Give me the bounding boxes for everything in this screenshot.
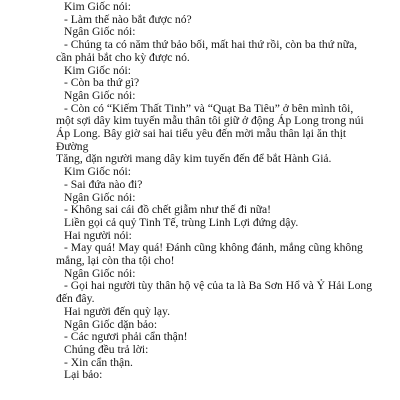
- text-line: - Chúng ta có năm thứ bảo bối, mất hai thứ rồi, còn ba thứ nữa,: [64, 38, 358, 52]
- text-line: - Còn ba thứ gì?: [64, 76, 140, 90]
- text-line: Kim Giốc nói:: [64, 165, 131, 179]
- text-line: Tăng, dặn người mang dây kim tuyến đến để bắt Hành Giả.: [56, 152, 332, 166]
- text-line: - Làm thế nào bắt được nó?: [64, 12, 192, 26]
- text-line: Ngân Giốc nói:: [64, 25, 136, 39]
- text-line: Ngân Giốc nói:: [64, 266, 136, 280]
- text-line: - Không sai cái đồ chết giẫm như thế đi nữa!: [64, 203, 272, 217]
- text-line: - Các ngươi phải cẩn thận!: [64, 330, 188, 344]
- text-line: - Gọi hai người tùy thân hộ vệ của ta là Ba Sơn Hổ và Ỷ Hải Long: [64, 279, 373, 293]
- text-line: mắng, lại còn tha tội cho!: [56, 254, 175, 268]
- text-line: - Sai đứa nào đi?: [64, 177, 143, 191]
- text-line: - May quá! May quá! Đánh cũng không đánh, mắng cũng không: [64, 241, 363, 255]
- text-line: Ngân Giốc nói:: [64, 190, 136, 204]
- text-line: Ngân Giốc nói:: [64, 88, 136, 102]
- text-line: cần phải bắt cho kỳ được nó.: [56, 50, 190, 64]
- text-line: Ngân Giốc dặn bảo:: [64, 317, 158, 331]
- text-line: Chúng đều trả lời:: [64, 342, 149, 356]
- text-line: Liền gọi cả quỷ Tinh Tế, trùng Linh Lợi đứng dậy.: [64, 215, 299, 229]
- text-line: Áp Long. Bây giờ sai hai tiểu yêu đến mời mẫu thân lại ăn thịt Đường: [56, 127, 350, 153]
- text-line: một sợi dây kim tuyến mẫu thân tôi giữ ở động Áp Long trong núi: [56, 114, 364, 128]
- text-line: Kim Giốc nói:: [64, 0, 131, 13]
- text-line: Lại bảo:: [64, 368, 103, 382]
- text-line: - Xin cẩn thận.: [64, 355, 133, 369]
- text-body: [56, 0, 376, 382]
- text-line: Hai người đến quỳ lạy.: [64, 304, 171, 318]
- text-line: Hai người nói:: [64, 228, 132, 242]
- text-line: - Còn có “Kiếm Thất Tinh” và “Quạt Ba Tiêu” ở bên mình tôi,: [64, 101, 354, 115]
- text-line: đến đây.: [56, 292, 95, 306]
- text-line: Kim Giốc nói:: [64, 63, 131, 77]
